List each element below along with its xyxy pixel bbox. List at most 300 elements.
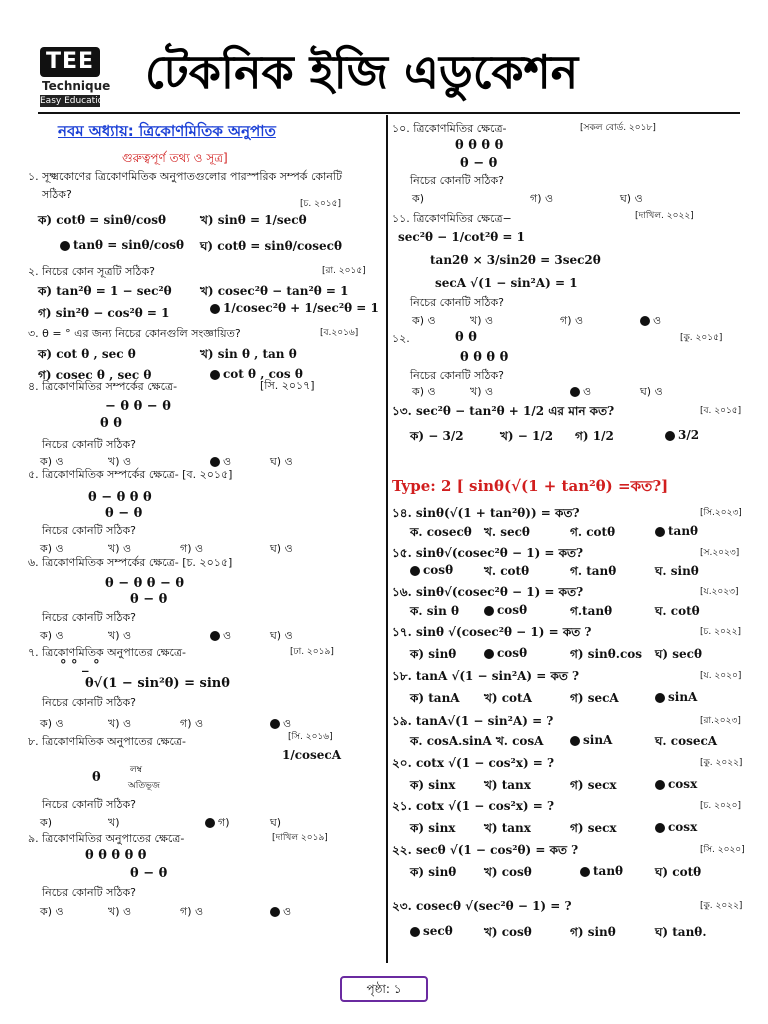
right-line-text: [রা.২০২৩] — [700, 716, 741, 726]
left-line-text: ও — [283, 717, 292, 730]
right-line-text: ঘ) tanθ. — [655, 925, 707, 939]
left-line-text: θ√(1 − sin²θ) = sinθ — [85, 676, 230, 691]
left-line-47 — [85, 676, 230, 691]
left-line-text: খ) ও — [108, 542, 132, 555]
answer-bullet-icon — [60, 241, 70, 251]
right-line-text: ২১. cotx √(1 − cos²x) = ? — [392, 799, 555, 813]
left-line-19 — [28, 378, 177, 397]
right-line-12 — [435, 276, 578, 290]
left-line-text: ঘ) ও — [270, 542, 293, 555]
left-line-2 — [300, 196, 341, 211]
left-line-58 — [128, 778, 160, 793]
left-line-31 — [42, 522, 136, 541]
right-line-text: [কু. ২০১৫] — [680, 333, 723, 343]
right-line-text: [য. ২০২০] — [700, 671, 742, 681]
right-line-21 — [460, 350, 508, 365]
right-line-29 — [410, 428, 464, 448]
right-line-text: খ. cotθ — [484, 564, 530, 578]
left-line-text: ৪. ত্রিকোণমিতির সম্পর্কের ক্ষেত্রে- — [28, 380, 178, 393]
left-line-text: সঠিক? — [42, 188, 72, 201]
right-line-text: ঘ. cosecA — [655, 734, 718, 748]
right-line-66 — [570, 733, 612, 747]
left-line-text: খ) ও — [108, 455, 132, 468]
left-line-text: ২. নিচের কোন সূত্রটি সঠিক? — [28, 265, 155, 278]
right-line-text: tanθ — [668, 524, 699, 538]
right-line-50 — [655, 603, 700, 623]
left-line-text: গ) ও — [180, 542, 204, 555]
chapter-title: নবম অধ্যায়: ত্রিকোণমিতিক অনুপাত — [58, 122, 276, 140]
logo-mark: TEE — [40, 47, 100, 77]
left-line-text: নিচের কোনটি সঠিক? — [42, 696, 136, 709]
left-line-68 — [42, 884, 136, 903]
left-line-text: খ) cosec²θ − tan²θ = 1 — [200, 284, 349, 298]
left-line-text: নিচের কোনটি সঠিক? — [42, 524, 136, 537]
answer-bullet-icon — [655, 527, 665, 537]
right-line-text: cosx — [668, 777, 698, 791]
right-line-text: [সকল বোর্ড. ২০১৮] — [580, 123, 656, 133]
left-line-29 — [88, 490, 152, 505]
left-line-15 — [38, 346, 136, 366]
right-line-text: tanθ — [593, 864, 624, 878]
right-line-text: θ θ θ θ — [455, 138, 504, 153]
right-line-text: ক) sinθ — [410, 865, 457, 879]
right-line-18 — [392, 330, 410, 349]
right-line-27 — [392, 403, 614, 423]
left-line-5 — [60, 238, 184, 252]
right-line-text: ও — [653, 314, 662, 327]
right-line-text: ও — [583, 385, 592, 398]
right-line-91 — [655, 924, 707, 944]
left-line-text: θ − θ — [130, 592, 168, 607]
right-line-text: θ θ — [455, 330, 477, 345]
right-line-text: খ) ও — [470, 314, 494, 327]
left-line-51 — [180, 715, 203, 734]
left-line-text: গ) ও — [180, 717, 204, 730]
left-line-text: খ) sin θ , tan θ — [200, 347, 297, 361]
right-line-13 — [410, 294, 504, 313]
right-line-45 — [392, 584, 583, 604]
left-line-48 — [42, 694, 136, 713]
left-line-text: ক) ও — [40, 717, 64, 730]
left-line-text: নিচের কোনটি সঠিক? — [42, 886, 136, 899]
answer-bullet-icon — [410, 927, 420, 937]
answer-bullet-icon — [210, 304, 220, 314]
right-line-text: ১৯. tanA√(1 − sin²A) = ? — [392, 714, 554, 728]
right-line-37 — [570, 524, 615, 544]
right-line-4 — [410, 172, 504, 191]
left-line-text: ক) tan²θ = 1 − sec²θ — [38, 284, 172, 298]
right-line-text: ক) sinθ — [410, 647, 457, 661]
left-line-8 — [322, 263, 366, 278]
right-line-2 — [455, 138, 503, 153]
right-line-text: [য.২০২৩] — [700, 587, 739, 597]
right-line-35 — [410, 524, 472, 544]
right-line-text: গ) ও — [560, 314, 584, 327]
right-line-74 — [392, 798, 554, 818]
right-line-text: নিচের কোনটি সঠিক? — [410, 296, 504, 309]
left-line-text: − θ θ − θ — [105, 399, 171, 414]
right-line-text: [কু. ২০২২] — [700, 901, 743, 911]
answer-bullet-icon — [655, 780, 665, 790]
left-line-text: ক) — [40, 816, 52, 829]
left-line-text: খ) ও — [108, 717, 132, 730]
left-line-28 — [28, 466, 232, 485]
right-line-42 — [484, 563, 529, 583]
right-line-81 — [700, 842, 745, 857]
right-line-38 — [655, 524, 698, 538]
right-line-text: ১৮. tanA √(1 − sin²A) = কত ? — [392, 669, 580, 683]
answer-bullet-icon — [655, 693, 665, 703]
left-line-72 — [270, 903, 291, 922]
right-line-89 — [484, 924, 532, 944]
right-line-33 — [392, 505, 579, 525]
right-line-text: গ) ও — [530, 192, 554, 205]
right-line-40 — [700, 545, 739, 560]
left-line-text: গ) sin²θ − cos²θ = 1 — [38, 306, 170, 320]
left-line-text: ৩. θ = ° এর জন্য নিচের কোনগুলি সংজ্ঞায়িত? — [28, 327, 241, 340]
right-line-text: গ) 1/2 — [575, 429, 614, 443]
right-line-10 — [398, 230, 525, 244]
left-line-text: ৮. ত্রিকোণমিতিক অনুপাতের ক্ষেত্রে- — [28, 735, 186, 748]
left-line-71 — [180, 903, 203, 922]
right-line-text: ঘ) secθ — [655, 647, 702, 661]
right-line-text: খ) − 1/2 — [500, 429, 554, 443]
left-line-text: [রা. ২০১৫] — [322, 266, 366, 276]
right-line-83 — [484, 864, 532, 884]
right-line-text: ঘ. sinθ — [655, 564, 699, 578]
right-line-44 — [655, 563, 699, 583]
right-line-text: [দাখিল. ২০২২] — [635, 211, 694, 221]
left-line-42 — [210, 627, 231, 646]
right-line-36 — [484, 524, 530, 544]
left-line-59 — [42, 796, 136, 815]
left-line-9 — [38, 283, 172, 303]
right-line-70 — [410, 777, 455, 797]
right-line-text: ক) ও — [412, 385, 436, 398]
left-line-text: θ θ — [100, 416, 122, 431]
left-line-text: নিচের কোনটি সঠিক? — [42, 798, 136, 811]
left-line-62 — [205, 814, 230, 833]
left-line-16 — [200, 346, 297, 366]
right-line-text: ২৩. cosecθ √(sec²θ − 1) = ? — [392, 899, 572, 913]
left-line-13 — [28, 325, 241, 344]
right-line-17 — [640, 312, 661, 331]
left-line-text: ক) ও — [40, 905, 64, 918]
right-line-25 — [570, 383, 591, 402]
tee-logo — [40, 47, 111, 109]
type2-heading: Type: 2 [ sinθ(√(1 + tan²θ) =কত?] — [392, 477, 669, 495]
left-line-44 — [28, 644, 186, 663]
right-line-text: ১০. ত্রিকোণমিতির ক্ষেত্রে- — [392, 122, 507, 135]
page-number: পৃষ্ঠা: ১ — [340, 976, 428, 1002]
answer-bullet-icon — [640, 316, 650, 326]
right-line-64 — [700, 713, 741, 728]
right-line-80 — [392, 842, 578, 862]
right-line-text: ২০. cotx √(1 − cos²x) = ? — [392, 756, 555, 770]
left-line-text: θ − θ θ − θ — [105, 576, 185, 591]
right-line-text: ক) tanA — [410, 691, 460, 705]
right-line-43 — [570, 563, 616, 583]
right-line-82 — [410, 864, 456, 884]
left-line-37 — [105, 576, 184, 591]
section-title: গুরুত্বপূর্ণ তথ্য ও সূত্র] — [122, 151, 228, 165]
right-line-text: 3/2 — [678, 428, 700, 442]
left-line-53 — [28, 733, 186, 752]
left-line-text: ঘ) — [270, 816, 282, 829]
right-line-text: ২২. secθ √(1 − cos²θ) = কত ? — [392, 843, 579, 857]
right-line-16 — [560, 312, 583, 331]
right-line-15 — [470, 312, 493, 331]
right-line-53 — [410, 646, 456, 666]
answer-bullet-icon — [210, 631, 220, 641]
right-line-48 — [484, 603, 527, 617]
right-line-text: ক) sinx — [410, 778, 456, 792]
left-line-11 — [38, 305, 170, 325]
answer-bullet-icon — [655, 823, 665, 833]
answer-bullet-icon — [484, 606, 494, 616]
answer-bullet-icon — [270, 719, 280, 729]
right-line-28 — [700, 403, 741, 418]
left-line-39 — [42, 609, 136, 628]
right-line-text: [চ. ২০২০] — [700, 801, 742, 811]
right-line-67 — [655, 733, 717, 753]
right-line-text: নিচের কোনটি সঠিক? — [410, 174, 504, 187]
left-line-text: গ) — [218, 816, 230, 829]
left-line-text: 1/cosec²θ + 1/sec²θ = 1 — [223, 301, 379, 315]
right-line-75 — [700, 798, 741, 813]
left-line-21 — [105, 399, 171, 414]
right-line-88 — [410, 924, 453, 938]
right-line-41 — [410, 563, 453, 577]
right-line-text: ঘ) ও — [640, 385, 663, 398]
right-line-6 — [530, 190, 553, 209]
left-line-text: cot θ , cos θ — [223, 367, 303, 381]
right-line-text: ক) — [412, 192, 424, 205]
right-line-text: খ) tanx — [484, 778, 531, 792]
right-line-52 — [700, 624, 741, 639]
left-line-27 — [270, 453, 293, 472]
left-line-66 — [85, 848, 146, 863]
right-line-text: ক. cosecθ — [410, 525, 472, 539]
left-line-text: গ) cosec θ , sec θ — [38, 368, 152, 382]
column-divider — [386, 115, 388, 963]
left-line-text: খ) sinθ = 1/secθ — [200, 213, 307, 227]
left-line-69 — [40, 903, 64, 922]
right-line-30 — [500, 428, 553, 448]
left-line-text: ° ° _ ° — [60, 658, 100, 673]
right-line-text: ক) − 3/2 — [410, 429, 464, 443]
left-line-10 — [200, 283, 348, 303]
left-line-0 — [28, 168, 342, 187]
right-line-5 — [412, 190, 424, 209]
right-line-77 — [484, 820, 531, 840]
left-line-text: ক) cotθ = sinθ/cosθ — [38, 213, 167, 227]
right-line-text: ১৭. sinθ √(cosec²θ − 1) = কত ? — [392, 625, 592, 639]
brand-title: টেকনিক ইজি এডুকেশন — [145, 45, 579, 99]
right-line-63 — [392, 713, 553, 733]
right-line-text: খ) tanx — [484, 821, 531, 835]
right-line-62 — [655, 690, 697, 704]
left-line-text: tanθ = sinθ/cosθ — [73, 238, 184, 252]
left-line-text: ক) cot θ , sec θ — [38, 347, 136, 361]
right-line-8 — [392, 210, 512, 229]
left-line-text: ক) ও — [40, 629, 64, 642]
answer-bullet-icon — [484, 649, 494, 659]
left-line-35 — [270, 540, 293, 559]
left-line-46 — [60, 658, 100, 673]
answer-bullet-icon — [210, 370, 220, 380]
left-line-text: θ − θ — [105, 506, 143, 521]
left-line-text: [সি. ২০১৭] — [260, 379, 315, 392]
right-line-54 — [484, 646, 527, 660]
right-line-text: tan2θ × 3/sin2θ = 3sec2θ — [430, 253, 601, 267]
right-line-text: গ) sinθ — [570, 925, 616, 939]
left-line-1 — [42, 186, 72, 205]
right-line-87 — [700, 898, 742, 913]
right-line-text: ১৬. sinθ√(cosec²θ − 1) = কত? — [392, 585, 584, 599]
left-line-6 — [200, 238, 342, 258]
left-line-text: লম্ব — [130, 765, 143, 775]
right-line-text: ক. sin θ — [410, 604, 459, 618]
left-line-text: ৫. ত্রিকোণমিতিক সম্পর্কের ক্ষেত্রে- [ব. ২০১৫] — [28, 468, 233, 481]
right-line-51 — [392, 624, 591, 644]
left-line-text: নিচের কোনটি সঠিক? — [42, 438, 136, 451]
right-line-20 — [680, 330, 722, 345]
right-line-7 — [620, 190, 643, 209]
left-line-4 — [200, 212, 307, 232]
left-line-38 — [130, 592, 167, 607]
answer-bullet-icon — [580, 867, 590, 877]
right-line-text: খ) cotA — [484, 691, 532, 705]
right-line-text: secA √(1 − sin²A) = 1 — [435, 276, 578, 290]
right-line-text: secθ — [423, 924, 453, 938]
right-line-text: খ. secθ — [484, 525, 530, 539]
left-line-text: ৭. ত্রিকোণমিতিক অনুপাতের ক্ষেত্রে- — [28, 646, 186, 659]
right-line-text: গ) secA — [570, 691, 619, 705]
left-line-text: θ − θ θ θ — [88, 490, 152, 505]
right-line-text: cosx — [668, 820, 698, 834]
left-line-text: ৯. ত্রিকোণমিতির অনুপাতের ক্ষেত্রে- — [28, 832, 185, 845]
right-line-text: θ − θ — [460, 156, 498, 171]
right-line-text: ঘ) cotθ — [655, 865, 702, 879]
right-line-text: ঘ. cotθ — [655, 604, 700, 618]
right-line-text: [স.২০২৩] — [700, 548, 740, 558]
right-line-text: নিচের কোনটি সঠিক? — [410, 369, 504, 382]
left-line-text: θ θ θ θ θ — [85, 848, 147, 863]
header-rule — [38, 112, 740, 114]
right-line-text: খ) cosθ — [484, 925, 532, 939]
left-line-text: [ঢা. ২০১৯] — [290, 647, 334, 657]
right-line-text: গ.tanθ — [570, 604, 613, 618]
right-line-59 — [410, 690, 460, 710]
right-line-text: cosθ — [497, 603, 528, 617]
right-line-68 — [392, 755, 554, 775]
left-line-22 — [100, 416, 122, 431]
left-line-57 — [130, 762, 142, 777]
left-line-70 — [108, 903, 131, 922]
right-line-69 — [700, 755, 742, 770]
logo-line1: Technique — [42, 79, 111, 93]
right-line-text: ক. cosA.sinA খ. cosA — [410, 734, 544, 748]
right-line-text: [সি.২০২৩] — [700, 508, 742, 518]
left-line-text: [দাখিল ২০১৯] — [272, 833, 328, 843]
right-line-65 — [410, 733, 543, 753]
right-line-text: cosθ — [497, 646, 528, 660]
left-line-14 — [320, 325, 358, 340]
answer-bullet-icon — [570, 736, 580, 746]
left-line-64 — [28, 830, 184, 849]
right-line-text: ১২. — [392, 332, 410, 345]
right-line-text: θ θ θ θ — [460, 350, 509, 365]
right-line-72 — [570, 777, 617, 797]
right-line-text: [ব. ২০১৫] — [700, 406, 742, 416]
left-line-text: খ) — [108, 816, 120, 829]
right-line-text: sec²θ − 1/cot²θ = 1 — [398, 230, 525, 244]
left-line-text: অতিভূজ — [128, 781, 160, 791]
right-line-text: ঘ) ও — [620, 192, 643, 205]
left-line-text: [সি. ২০১৬] — [288, 732, 333, 742]
right-line-76 — [410, 820, 455, 840]
left-line-text: [ব.২০১৬] — [320, 328, 359, 338]
left-line-text: θ − θ — [130, 866, 168, 881]
right-line-text: [কু. ২০২২] — [700, 758, 743, 768]
left-line-65 — [272, 830, 328, 845]
left-line-text: ক) ও — [40, 455, 64, 468]
left-line-text: ঘ) cotθ = sinθ/cosecθ — [200, 239, 342, 253]
right-line-text: ক) ও — [412, 314, 436, 327]
left-line-30 — [105, 506, 142, 521]
right-line-text: ক) sinx — [410, 821, 456, 835]
right-line-90 — [570, 924, 616, 944]
left-line-text: গ) ও — [180, 905, 204, 918]
right-line-86 — [392, 898, 572, 918]
right-line-60 — [484, 690, 532, 710]
left-line-54 — [288, 729, 333, 744]
right-line-text: গ) sinθ.cos — [570, 647, 643, 661]
right-line-79 — [655, 820, 697, 834]
left-line-text: ও — [223, 629, 232, 642]
right-line-text: ১৪. sinθ(√(1 + tan²θ)) = কত? — [392, 506, 580, 520]
right-line-46 — [700, 584, 738, 599]
right-line-55 — [570, 646, 642, 666]
right-line-text: গ. tanθ — [570, 564, 617, 578]
left-line-36 — [28, 554, 232, 573]
right-line-32 — [665, 428, 699, 442]
right-line-text: গ. cotθ — [570, 525, 616, 539]
left-line-text: [চ. ২০১৫] — [300, 199, 341, 209]
answer-bullet-icon — [270, 907, 280, 917]
right-line-text: sinA — [668, 690, 698, 704]
answer-bullet-icon — [410, 566, 420, 576]
left-line-text: খ) ও — [108, 905, 132, 918]
left-line-text: ১. সূক্ষ্মকোণের ত্রিকোণমিতিক অনুপাতগুলোর পারস্পরিক সম্পর্ক কোনটি — [28, 170, 342, 183]
left-line-67 — [130, 866, 167, 881]
right-line-39 — [392, 545, 583, 565]
right-line-text: [সি. ২০২০] — [700, 845, 745, 855]
right-line-text: গ) secx — [570, 821, 617, 835]
right-line-73 — [655, 777, 697, 791]
right-line-26 — [640, 383, 663, 402]
left-line-56 — [92, 770, 101, 785]
right-line-9 — [635, 208, 694, 223]
right-line-text: ১৫. sinθ√(cosec²θ − 1) = কত? — [392, 546, 584, 560]
left-line-text: খ) ও — [108, 629, 132, 642]
left-line-text: ঘ) ও — [270, 629, 293, 642]
left-line-12 — [210, 301, 379, 315]
left-line-49 — [40, 715, 64, 734]
right-line-49 — [570, 603, 612, 623]
right-line-78 — [570, 820, 617, 840]
